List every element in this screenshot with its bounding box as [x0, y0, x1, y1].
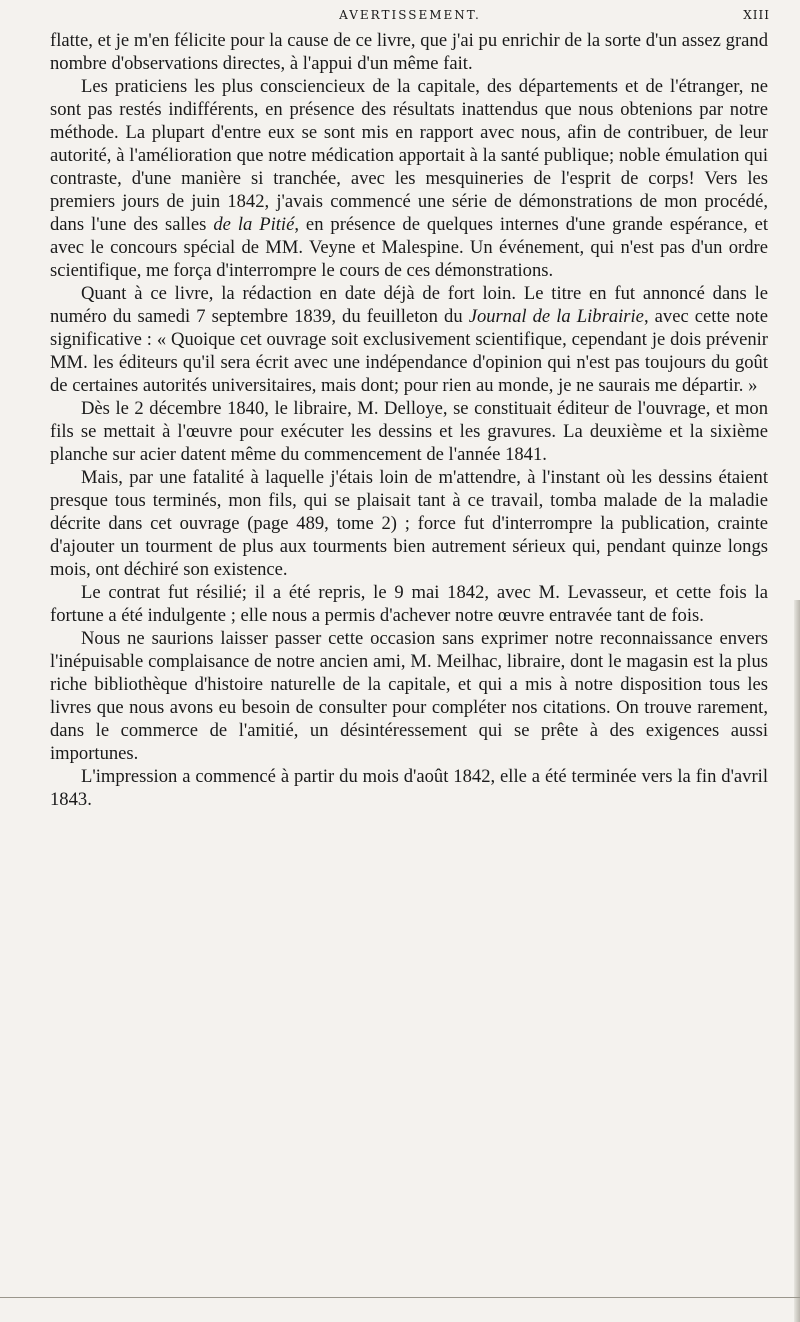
- paragraph-text: , en présence de quelques internes d'une grande espérance, et avec le concours spécial de MM. Veyne et Malespine. Un événement, qui n'est pas d'un ordre scientifique, me força d'interrompre le cours de ces démonstrations.: [50, 214, 769, 281]
- running-title: AVERTISSEMENT.: [339, 8, 481, 22]
- running-head: [50, 6, 770, 26]
- paragraph: [50, 29, 768, 75]
- page-bottom-edge: [0, 1297, 800, 1298]
- body-text: [50, 29, 768, 811]
- paragraph-text: Quant à ce livre, la rédaction en date déjà de fort loin. Le titre en fut annoncé dans le numéro du samedi 7 septembre 1839, du feuilleton du: [50, 283, 768, 327]
- paragraph: [50, 75, 768, 282]
- paragraph-text: flatte, et je m'en félicite pour la cause de ce livre, que j'ai pu enrichir de la sorte d'un assez grand nombre d'observations directes, à l'appui d'un même fait.: [50, 30, 768, 74]
- paragraph: [50, 466, 768, 581]
- paragraph: [50, 581, 768, 627]
- paragraph-text: , avec cette note significative : « Quoique cet ouvrage soit exclusivement scientifique, cependant je dois prévenir MM. les éditeurs qu'il sera écrit avec une indépendance d'opinion qui n'est pas toujours du goût de certaines autorités universitaires, mais dont; pour rien au monde, je ne saurais me départir. »: [50, 306, 768, 396]
- paragraph: [50, 627, 768, 765]
- page-number: XIII: [743, 8, 770, 22]
- italic-text: Journal de la Librairie: [468, 306, 644, 327]
- paragraph: [50, 397, 768, 466]
- paragraph-text: Les praticiens les plus consciencieux de la capitale, des départements et de l'étranger, ne sont pas restés indifférents, en présence des résultats inattendus que nous obtenions par notre méthode. La plupart d'entre eux se sont mis en rapport avec nous, afin de contribuer, de leur autorité, à l'amélioration que notre médication apportait à la santé publique; noble émulation qui contraste, d'une manière si tranchée, avec les mesquineries de l'esprit de corps! Vers les premiers jours de juin 1842, j'avais commencé une série de démonstrations de mon procédé, dans l'une des salles: [50, 76, 768, 235]
- paragraph-text: Mais, par une fatalité à laquelle j'étais loin de m'attendre, à l'instant où les dessins étaient presque tous terminés, mon fils, qui se plaisait tant à ce travail, tomba malade de la maladie décrite dans cet ouvrage (page 489, tome 2) ; force fut d'interrompre la publication, crainte d'ajouter un tourment de plus aux tourments bien autrement sérieux qui, pendant quinze longs mois, ont déchiré son existence.: [50, 467, 768, 580]
- paragraph-text: Dès le 2 décembre 1840, le libraire, M. Delloye, se constituait éditeur de l'ouvrage, et mon fils se mettait à l'œuvre pour exécuter les dessins et les gravures. La deuxième et la sixième planche sur acier datent même du commencement de l'année 1841.: [50, 398, 768, 465]
- paragraph-text: Nous ne saurions laisser passer cette occasion sans exprimer notre reconnaissance envers l'inépuisable complaisance de notre ancien ami, M. Meilhac, libraire, dont le magasin est la plus riche bibliothèque d'histoire naturelle de la capitale, et qui a mis à notre disposition tous les livres que nous avons eu besoin de consulter pour compléter nos citations. On trouve rarement, dans le commerce de l'amitié, un désintéressement qui se prête à des exigences aussi importunes.: [50, 628, 768, 764]
- italic-text: de la Pitié: [213, 214, 295, 235]
- paragraph: [50, 765, 768, 811]
- page-edge-shadow: [794, 600, 800, 1322]
- paragraph-text: L'impression a commencé à partir du mois d'août 1842, elle a été terminée vers la fin d'avril 1843.: [50, 766, 768, 810]
- paragraph-text: Le contrat fut résilié; il a été repris, le 9 mai 1842, avec M. Levasseur, et cette fois la fortune a été indulgente ; elle nous a permis d'achever notre œuvre entravée tant de fois.: [50, 582, 768, 626]
- paragraph: [50, 282, 768, 397]
